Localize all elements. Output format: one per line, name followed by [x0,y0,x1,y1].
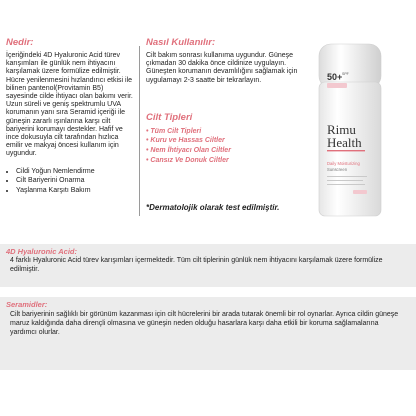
spf-pink-tag [327,83,347,88]
ceramide-info-bar [0,297,416,370]
dermatology-note: *Dermatolojik olarak test edilmiştir. [146,203,280,213]
product-label: Daily Moisturizing [327,161,360,166]
usage-body: Cilt bakım sonrası kullanıma uygundur. Güneşe çıkmadan 30 dakika önce cildinize uygulayın. Güneşten korumanın devamlılığını sağlamak için uygulamayı 2-3 saatte bir tekrarlayın. [146,52,298,84]
skin-type-item: • Nem İhtiyacı Olan Ciltler [146,147,231,154]
hyaluronic-info-bar [0,244,416,287]
column-divider [139,46,140,216]
ceramide-text: Cilt bariyerinin sağlıklı bir görünüm kazanması için cilt hücrelerini bir arada tutarak önemli bir rol oynarlar. Ayrıca cildin güneşe maruz kaldığında daha dirençli olmasına ve güneşin neden olduğu hasarlara karşı daha etkili bir koruma sağlamalarına yardımcı olurlar. [10,311,399,336]
brand-line1: Rimu [327,122,356,137]
benefit-item: • Yaşlanma Karşıtı Bakım [16,186,134,196]
ceramide-title: Seramidler: [6,300,48,309]
benefit-item: • Cildi Yoğun Nemlendirme [16,167,134,177]
nedir-title: Nedir: [6,37,34,48]
usage-title: Nasıl Kullanılır: [146,37,216,48]
skin-types-list [146,127,306,165]
usage-column [146,37,306,213]
benefit-list [6,167,134,196]
product-label-2: Sunscreen [327,167,348,172]
bottle-pink-footer [353,190,367,194]
hyaluronic-text: 4 farklı Hyaluronic Acid türev karışımları içermektedir. Tüm cilt tiplerinin günlük nem ihtiyacını karşılamak üzere formülize edilmiştir. [10,257,383,273]
skin-type-item: • Tüm Cilt Tipleri [146,127,202,135]
skin-type-item: • Kuru ve Hassas Ciltler [146,137,225,145]
brand-pink-line [327,150,365,151]
skin-types-title: Cilt Tipleri [146,111,193,123]
hyaluronic-title: 4D Hyaluronic Acid: [6,247,77,256]
nedir-body: İçeriğindeki 4D Hyaluronic Acid türev karışımları ile günlük nem ihtiyacını karşılamak üzere formülize edilmiştir. Hücre yenilenmesini hızlandırıcı etkisi ile bilinen pantenol(Provitamin B5) sayesinde cilde ihtiyacı olan bakımı verir. Uzun süreli ve geniş spektrumlu UVA korumanın yanı sıra Seramid içeriği ile güneşin zararlı ışınlarına karşı cilt bariyerini korumayı destekler. Hafif ve ince dokusuyla cilt tarafından hızlıca emilir ve makyaj öncesi kullanım için uygundur. [6,52,133,158]
brand-line2: Health [327,135,362,150]
spf-value: 50+ [327,72,343,82]
description-column [6,37,134,195]
skin-type-item: • Cansız Ve Donuk Ciltler [146,156,229,164]
benefit-item: • Cilt Bariyerini Onarma [16,176,134,186]
product-bottle-image [313,42,388,220]
spf-label: SPF [342,72,349,76]
